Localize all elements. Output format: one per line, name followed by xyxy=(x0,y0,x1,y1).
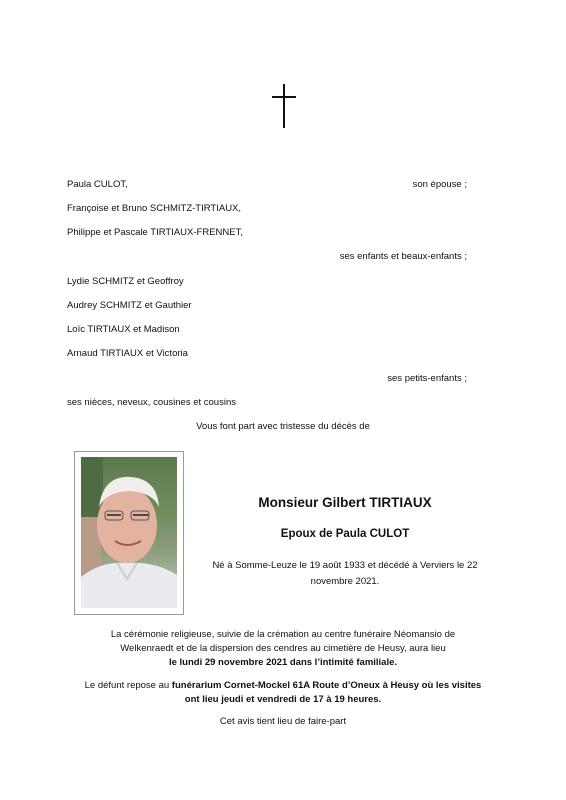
birth-death-info xyxy=(198,558,492,590)
others-line: ses nièces, neveux, cousines et cousins xyxy=(67,397,236,408)
ceremony-paragraph xyxy=(60,628,506,670)
spouse-name: Paula CULOT, xyxy=(67,179,128,190)
child-line-2: Philippe et Pascale TIRTIAUX-FRENNET, xyxy=(67,227,243,238)
closing-line: Cet avis tient lieu de faire-part xyxy=(219,716,347,727)
grandchild-line-1: Lydie SCHMITZ et Geoffroy xyxy=(67,276,184,287)
repose-line-1 xyxy=(60,679,506,693)
repose-line-2 xyxy=(60,693,506,707)
grandchildren-role: ses petits-enfants ; xyxy=(387,373,467,384)
children-role: ses enfants et beaux-enfants ; xyxy=(339,251,467,262)
child-line-1: Françoise et Bruno SCHMITZ-TIRTIAUX, xyxy=(67,203,242,214)
cross-icon xyxy=(272,84,298,128)
repose-prefix: Le défunt repose au xyxy=(84,680,172,691)
grandchild-line-2: Audrey SCHMITZ et Gauthier xyxy=(67,300,192,311)
portrait-photo xyxy=(81,457,177,608)
ceremony-date: le lundi 29 novembre 2021 dans l’intimité familiale. xyxy=(168,657,398,668)
ceremony-line-2: Welkenraedt et de la dispersion des cendres au cimetière de Heusy, aura lieu xyxy=(120,643,446,654)
grandchild-line-3: Loïc TIRTIAUX et Madison xyxy=(67,324,180,335)
photo-frame xyxy=(74,451,184,615)
deceased-name: Monsieur Gilbert TIRTIAUX xyxy=(258,495,432,510)
repose-paragraph xyxy=(60,679,506,707)
repose-hours: ont lieu jeudi et vendredi de 17 à 19 heures. xyxy=(184,694,382,705)
born-line-2: novembre 2021. xyxy=(310,576,380,587)
ceremony-line-3 xyxy=(60,656,506,670)
repose-location: funérarium Cornet-Mockel 61A Route d’Oneux à Heusy où les visites xyxy=(171,680,482,691)
deceased-spouse-line: Epoux de Paula CULOT xyxy=(280,528,410,540)
announce-line: Vous font part avec tristesse du décès de xyxy=(196,421,370,432)
ceremony-line-1: La cérémonie religieuse, suivie de la crémation au centre funéraire Néomansio de xyxy=(110,629,456,640)
born-line-1: Né à Somme-Leuze le 19 août 1933 et décédé à Verviers le 22 xyxy=(212,560,478,571)
grandchild-line-4: Arnaud TIRTIAUX et Victoria xyxy=(67,348,188,359)
spouse-role: son épouse ; xyxy=(412,179,467,190)
